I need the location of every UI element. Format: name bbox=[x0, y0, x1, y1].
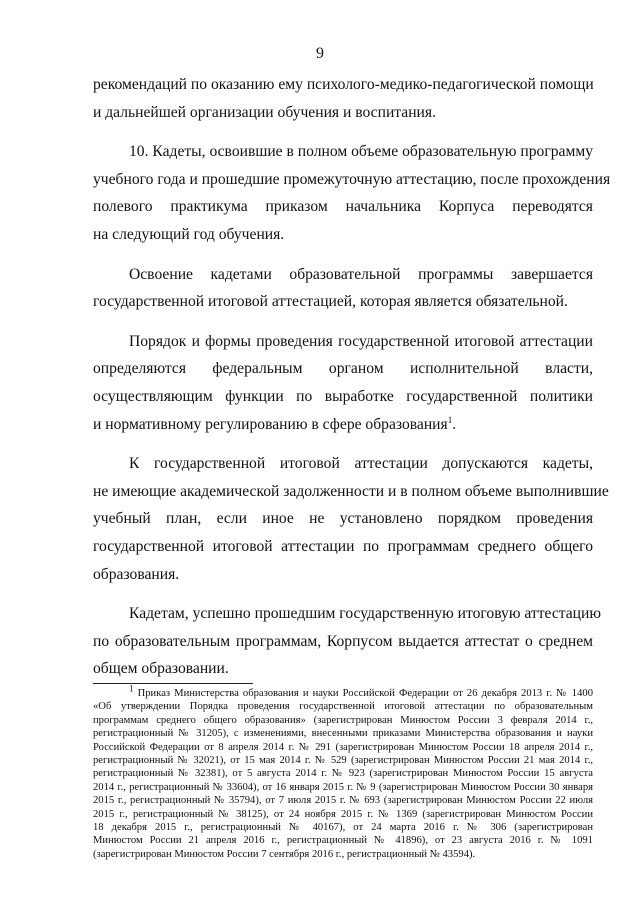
footnote-line: регистрационный № 32381), от 5 августа 2014 г. № 923 (зарегистрирован Минюстом России 15 августа bbox=[93, 768, 593, 780]
text-line: Порядок и формы проведения государственной итоговой аттестации bbox=[129, 332, 593, 350]
footnote-line bbox=[93, 683, 593, 700]
text-line: полевого практикума приказом начальника Корпуса переводятся bbox=[93, 198, 593, 216]
paragraph-3 bbox=[93, 261, 593, 316]
footnote bbox=[93, 683, 593, 861]
text-line: рекомендаций по оказанию ему психолого-медико-педагогической помощи bbox=[93, 76, 594, 93]
text-line: и дальнейшей организации обучения и воспитания. bbox=[93, 103, 436, 121]
footnote-text: Приказ Министерства образования и науки Российской Федерации от 26 декабря 2013 г. № 1400 bbox=[137, 688, 593, 699]
text-line: по образовательным программам, Корпусом выдается аттестат о среднем bbox=[93, 632, 593, 650]
footnote-reference: 1 bbox=[447, 414, 453, 425]
page-number: 9 bbox=[316, 45, 324, 62]
paragraph-6 bbox=[93, 600, 602, 683]
text-line: общем образовании. bbox=[93, 660, 229, 678]
text-line-with-footnote: и нормативному регулированию в сфере образования$^1$. bbox=[93, 414, 457, 433]
footnote-line: 18 декабря 2015 г., регистрационный № 40167), от 24 марта 2016 г. № 306 (зарегистрирован bbox=[93, 822, 593, 834]
text-line: учебный план, если иное не установлено порядком проведения bbox=[93, 510, 593, 528]
text-line: Кадетам, успешно прошедшим государственную итоговую аттестацию bbox=[129, 605, 602, 623]
footnote-line: «Об утверждении Порядка проведения государственной итоговой аттестации по образовательным bbox=[93, 701, 593, 713]
text-line: Освоение кадетами образовательной программы завершается bbox=[129, 265, 593, 283]
text-line: осуществляющим функции по выработке государственной политики bbox=[93, 387, 593, 405]
footnote-line: 2014 г., регистрационный № 33604), от 16 января 2015 г. № 9 (зарегистрирован Минюстом России 30 января bbox=[93, 781, 593, 793]
text-line: на следующий год обучения. bbox=[93, 225, 285, 243]
footnote-line: программам среднего общего образования» (зарегистрирован Минюстом России 3 февраля 2014 г., bbox=[93, 714, 593, 726]
text-line: и нормативному регулированию в сфере образования bbox=[93, 415, 448, 433]
text-line: учебного года и прошедшие промежуточную аттестацию, после прохождения bbox=[93, 170, 611, 188]
footnote-separator bbox=[93, 683, 253, 684]
text-line: государственной итоговой аттестацией, которая является обязательной. bbox=[93, 293, 568, 311]
footnote-line: 2015 г., регистрационный № 35794), от 7 июля 2015 г. № 693 (зарегистрирован Минюстом России 22 июля bbox=[93, 795, 593, 807]
footnote-line: 2015 г., регистрационный № 38125), от 24 ноября 2015 г. № 1369 (зарегистрирован Минюстом России bbox=[93, 808, 593, 820]
text-line: не имеющие академической задолженности и в полном объеме выполнившие bbox=[93, 482, 609, 500]
text-line: 10. Кадеты, освоившие в полном объеме образовательную программу bbox=[129, 143, 593, 161]
paragraph-1 bbox=[93, 71, 593, 126]
text-line: государственной итоговой аттестации по программам среднего общего bbox=[93, 537, 593, 555]
footnote-marker: 1 bbox=[129, 683, 134, 694]
paragraph-4 bbox=[93, 328, 593, 438]
body-text bbox=[93, 71, 611, 683]
text-line: К государственной итоговой аттестации допускаются кадеты, bbox=[129, 455, 593, 473]
text-line: образования. bbox=[93, 565, 180, 583]
footnote-line: Российской Федерации от 8 апреля 2014 г. № 291 (зарегистрирован Минюстом России 18 апреля 2014 г., bbox=[93, 741, 593, 753]
paragraph-5 bbox=[93, 450, 609, 588]
footnote-line: регистрационный № 31205), с изменениями, внесенными приказами Министерства образования и науки bbox=[93, 728, 593, 740]
footnote-line: регистрационный № 32021), от 15 мая 2014 г. № 529 (зарегистрирован Минюстом России 21 мая 2014 г., bbox=[93, 755, 593, 767]
paragraph-2 bbox=[93, 138, 611, 248]
footnote-line: Минюстом России 21 апреля 2016 г., регистрационный № 41896), от 23 августа 2016 г. № 1091 bbox=[93, 835, 593, 847]
footnote-line: (зарегистрирован Минюстом России 7 сентября 2016 г., регистрационный № 43594). bbox=[93, 848, 476, 860]
text-line: определяются федеральным органом исполнительной власти, bbox=[93, 360, 593, 378]
